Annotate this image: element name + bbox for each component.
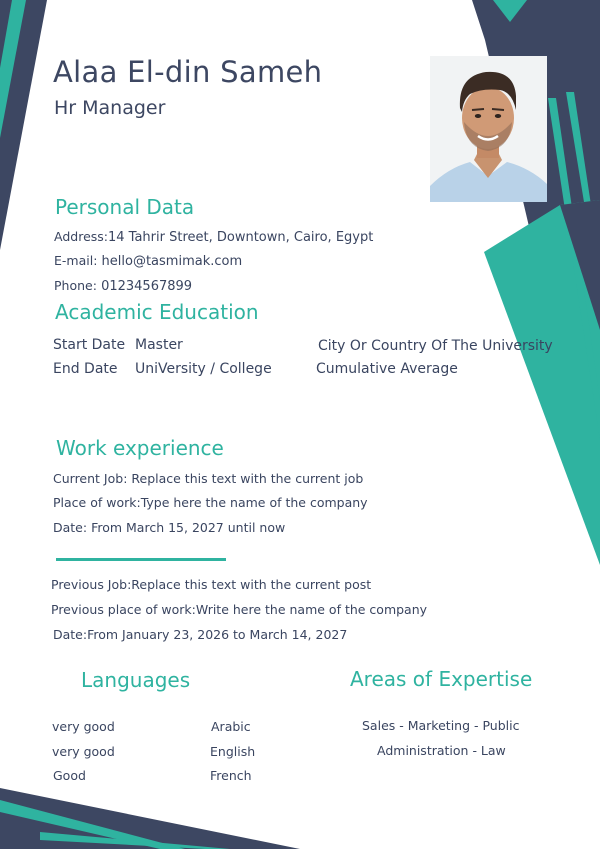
person-name: Alaa El-din Sameh (53, 55, 323, 89)
previous-job-value: Replace this text with the current post (131, 577, 372, 592)
personal-data-heading: Personal Data (55, 195, 195, 219)
current-date-value: From March 15, 2027 until now (91, 520, 286, 535)
language-level: very good (52, 719, 115, 734)
current-date-label: Date: (53, 520, 88, 535)
university-location: City Or Country Of The University (318, 338, 553, 354)
previous-place-value: Write here the name of the company (195, 602, 428, 617)
current-date-row (53, 520, 285, 535)
email-row (54, 253, 242, 269)
place-of-work-value: Type here the name of the company (140, 495, 368, 510)
job-title: Hr Manager (54, 97, 166, 119)
previous-place-row (51, 602, 427, 617)
phone-value: 01234567899 (101, 279, 193, 294)
current-job-label: Current Job: (53, 471, 128, 486)
expertise-heading: Areas of Expertise (350, 667, 533, 691)
address-row (54, 229, 373, 245)
degree-value: Master (135, 337, 183, 353)
current-job-row (53, 471, 363, 486)
expertise-line: Sales - Marketing - Public (362, 718, 520, 733)
languages-heading: Languages (81, 668, 191, 692)
work-experience-heading: Work experience (56, 436, 224, 460)
previous-job-label: Previous Job: (51, 577, 132, 592)
college-value: UniVersity / College (135, 361, 272, 377)
expertise-line: Administration - Law (377, 743, 506, 758)
cumulative-average: Cumulative Average (316, 361, 458, 377)
profile-photo (430, 56, 547, 202)
previous-place-label: Previous place of work: (51, 602, 196, 617)
email-value: hello@tasmimak.com (101, 254, 243, 269)
section-divider (56, 558, 226, 561)
previous-date-label: Date: (53, 627, 88, 642)
academic-education-heading: Academic Education (55, 300, 259, 324)
language-name: Arabic (211, 719, 251, 734)
previous-date-row (53, 627, 347, 642)
start-date-label: Start Date (53, 337, 126, 353)
place-of-work-row (53, 495, 368, 510)
language-level: Good (53, 768, 86, 783)
email-label: E-mail: (54, 253, 98, 268)
language-name: French (210, 768, 252, 783)
address-value: 14 Tahrir Street, Downtown, Cairo, Egypt (108, 230, 374, 245)
phone-row (54, 278, 192, 294)
language-name: English (210, 744, 256, 759)
place-of-work-label: Place of work: (53, 495, 141, 510)
current-job-value: Replace this text with the current job (131, 471, 364, 486)
address-label: Address: (54, 229, 108, 244)
phone-label: Phone: (54, 278, 97, 293)
previous-date-value: From January 23, 2026 to March 14, 2027 (87, 627, 348, 642)
language-level: very good (52, 744, 115, 759)
previous-job-row (51, 577, 371, 592)
end-date-label: End Date (53, 361, 118, 377)
